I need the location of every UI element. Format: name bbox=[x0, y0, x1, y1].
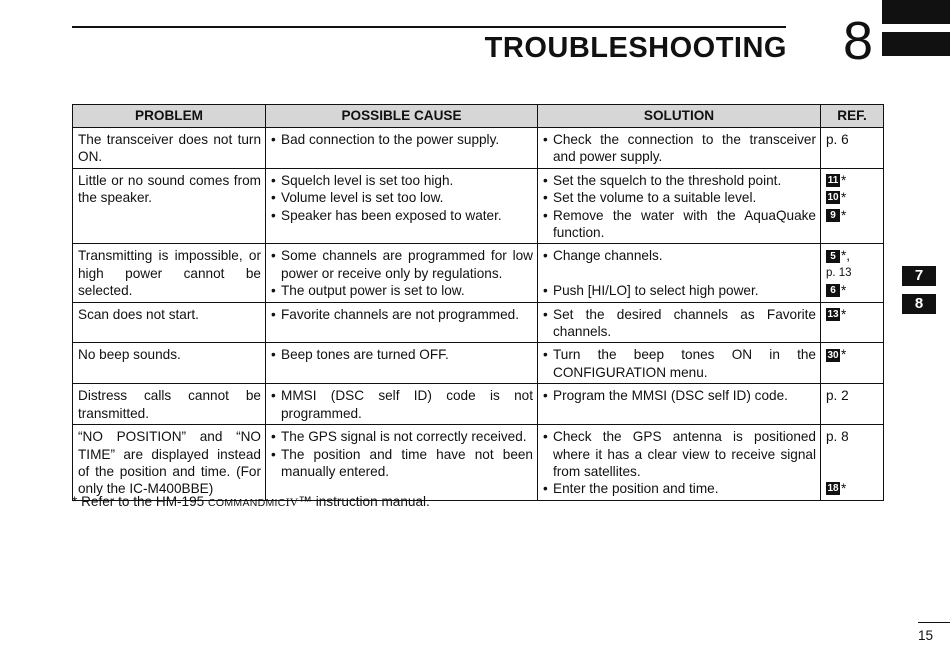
solution-cell bbox=[538, 302, 821, 343]
section-ref[interactable]: 9 * bbox=[826, 207, 879, 224]
troubleshooting-table bbox=[72, 104, 884, 501]
section-badge: 9 bbox=[826, 209, 840, 222]
cause-item: • The position and time have not been manually entered. bbox=[271, 446, 533, 479]
chapter-bar-bottom bbox=[882, 32, 950, 56]
page-title: TROUBLESHOOTING bbox=[484, 32, 787, 64]
section-ref[interactable]: 13 * bbox=[827, 306, 847, 322]
header-ref: REF. bbox=[821, 105, 884, 128]
spacer bbox=[543, 265, 816, 282]
table-row bbox=[73, 384, 884, 425]
footnote: * Refer to the HM-195 COMMANDMICIV™ instruction manual. bbox=[72, 494, 430, 509]
page-ref[interactable]: p. 8 bbox=[826, 429, 849, 445]
spacer bbox=[826, 445, 879, 462]
section-badge: 11 bbox=[827, 175, 839, 186]
solution-cell bbox=[538, 425, 821, 501]
problem-cell: Transmitting is impossible, or high power cannot be selected. bbox=[73, 244, 266, 302]
cause-item: • Bad connection to the power supply. bbox=[271, 132, 500, 147]
problem-cell: “NO POSITION” and “NO TIME” are displayed instead of the position and time. (For only the IC-M400BBE) bbox=[73, 425, 266, 501]
cause-item: • Speaker has been exposed to water. bbox=[271, 207, 502, 223]
ref-cell bbox=[821, 128, 884, 169]
section-badge: 30 bbox=[827, 349, 839, 361]
problem-cell: Distress calls cannot be transmitted. bbox=[73, 384, 266, 425]
table-row bbox=[73, 425, 884, 501]
section-ref[interactable]: 11 * bbox=[827, 172, 847, 188]
problem-cell: The transceiver does not turn ON. bbox=[73, 128, 266, 169]
chapter-number: 8 bbox=[843, 11, 874, 71]
ref-cell bbox=[821, 343, 884, 384]
problem-cell: Scan does not start. bbox=[73, 302, 266, 343]
solution-item: • Check the connection to the transceiver and power supply. bbox=[543, 132, 816, 165]
table-row bbox=[73, 343, 884, 384]
table-row bbox=[73, 244, 884, 302]
section-tab-8[interactable]: 8 bbox=[902, 294, 936, 314]
header-problem: PROBLEM bbox=[73, 105, 266, 128]
problem-cell: No beep sounds. bbox=[73, 343, 266, 384]
ref-cell bbox=[821, 302, 884, 343]
chapter-bar-top bbox=[882, 0, 950, 24]
solution-item: • Set the desired channels as Favorite channels. bbox=[543, 306, 816, 340]
cause-cell bbox=[266, 425, 538, 501]
solution-cell bbox=[538, 244, 821, 302]
product-name: COMMANDMIC bbox=[208, 497, 286, 509]
cause-item: • Favorite channels are not programmed. bbox=[271, 306, 520, 322]
table-row bbox=[73, 128, 884, 169]
solution-cell bbox=[538, 128, 821, 169]
problem-cell: Little or no sound comes from the speaker. bbox=[73, 168, 266, 244]
spacer bbox=[826, 463, 879, 480]
cause-item: • Squelch level is set too high. bbox=[271, 172, 454, 188]
section-ref[interactable]: 5 *, bbox=[826, 247, 879, 264]
footer-rule bbox=[918, 622, 950, 623]
solution-item: • Enter the position and time. bbox=[543, 481, 719, 497]
cause-cell bbox=[266, 244, 538, 302]
solution-item: • Push [HI/LO] to select high power. bbox=[543, 283, 759, 299]
section-badge: 5 bbox=[826, 250, 840, 263]
solution-item: • Program the MMSI (DSC self ID) code. bbox=[543, 388, 788, 404]
solution-item: • Remove the water with the AquaQuake function. bbox=[543, 207, 816, 241]
solution-cell bbox=[538, 343, 821, 384]
section-badge: 10 bbox=[827, 192, 839, 204]
page-ref[interactable]: p. 6 bbox=[826, 132, 849, 147]
cause-item: • Beep tones are turned OFF. bbox=[271, 347, 449, 363]
page-number: 15 bbox=[918, 628, 934, 643]
section-badge: 13 bbox=[827, 308, 839, 320]
solution-item: • Check the GPS antenna is positioned where it has a clear view to receive signal from satellites. bbox=[543, 429, 816, 479]
ref-cell bbox=[821, 384, 884, 425]
ref-cell bbox=[821, 168, 884, 244]
table-row bbox=[73, 302, 884, 343]
section-badge: 18 bbox=[827, 483, 839, 495]
section-badge: 6 bbox=[826, 284, 840, 297]
cause-cell bbox=[266, 128, 538, 169]
table-header-row bbox=[73, 105, 884, 128]
bullet-glyph: • bbox=[543, 132, 548, 147]
section-ref[interactable]: 6 * bbox=[826, 282, 879, 299]
solution-cell bbox=[538, 168, 821, 244]
cause-item: • Some channels are programmed for low power or receive only by regulations. bbox=[271, 248, 533, 281]
bullet-glyph: • bbox=[271, 132, 276, 147]
solution-item: • Change channels. bbox=[543, 248, 663, 264]
solution-cell bbox=[538, 384, 821, 425]
header-possible-cause: POSSIBLE CAUSE bbox=[266, 105, 538, 128]
cause-cell bbox=[266, 168, 538, 244]
ref-cell bbox=[821, 244, 884, 302]
solution-item: • Turn the beep tones ON in the CONFIGURATION menu. bbox=[543, 347, 816, 380]
header-solution: SOLUTION bbox=[538, 105, 821, 128]
ref-cell bbox=[821, 425, 884, 501]
section-ref[interactable]: 10 * bbox=[827, 190, 847, 206]
section-tab-7[interactable]: 7 bbox=[902, 266, 936, 286]
section-ref[interactable]: 18 * bbox=[827, 481, 847, 497]
page-ref[interactable]: p. 2 bbox=[826, 388, 849, 404]
cause-cell bbox=[266, 343, 538, 384]
top-rule bbox=[72, 26, 786, 28]
cause-item: • The GPS signal is not correctly received. bbox=[271, 429, 527, 445]
cause-item: • MMSI (DSC self ID) code is not programmed. bbox=[271, 388, 533, 421]
table-row bbox=[73, 168, 884, 244]
solution-item: • Set the squelch to the threshold point. bbox=[543, 172, 782, 188]
cause-cell bbox=[266, 302, 538, 343]
cause-item: • Volume level is set too low. bbox=[271, 190, 444, 206]
page-ref[interactable]: p. 13 bbox=[826, 266, 852, 279]
cause-cell bbox=[266, 384, 538, 425]
section-ref[interactable]: 30 * bbox=[827, 347, 847, 363]
solution-item: • Set the volume to a suitable level. bbox=[543, 190, 757, 206]
cause-item: • The output power is set to low. bbox=[271, 283, 465, 299]
product-mark: IV bbox=[285, 495, 299, 509]
